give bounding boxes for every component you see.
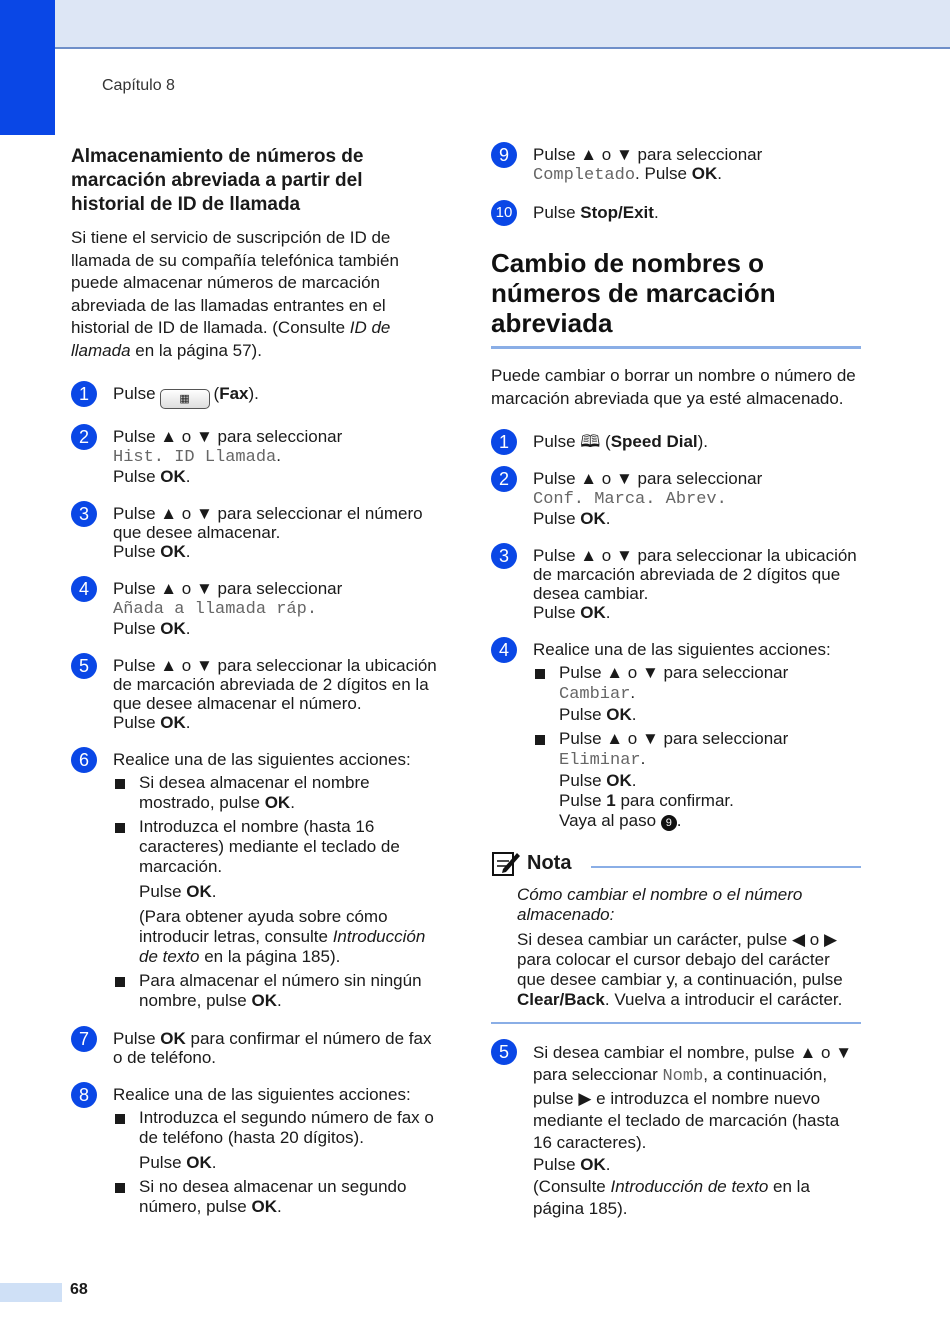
chapter-tab bbox=[0, 0, 55, 135]
header-band bbox=[0, 0, 950, 49]
page-number-bar bbox=[0, 1283, 62, 1302]
step-9: 9 Pulse ▲ o ▼ para seleccionar Completado. Pulse OK. bbox=[491, 145, 861, 185]
step-7: 7 Pulse OK para confirmar el número de fax o de teléfono. bbox=[71, 1029, 441, 1067]
page-number: 68 bbox=[70, 1281, 88, 1298]
step-9-reference-icon: 9 bbox=[661, 815, 677, 831]
step-3: 3 Pulse ▲ o ▼ para seleccionar el número que desee almacenar. Pulse OK. bbox=[71, 504, 441, 561]
list-item: Para almacenar el número sin ningún nombre, pulse OK. bbox=[113, 971, 441, 1011]
intro-paragraph: Puede cambiar o borrar un nombre o número de marcación abreviada que ya esté almacenado. bbox=[491, 366, 856, 408]
step-1: 1 Pulse 🕮 (Speed Dial). bbox=[491, 432, 861, 451]
section-title: Cambio de nombres o números de marcación abreviada bbox=[491, 248, 776, 338]
list-item: Introduzca el nombre (hasta 16 caracteres) mediante el teclado de marcación. Pulse OK. (Para obtener ayuda sobre cómo introducir letras, consulte Introducción de texto en la página 185). bbox=[113, 817, 441, 967]
note-pencil-icon bbox=[491, 849, 521, 877]
list-item: Si no desea almacenar un segundo número, pulse OK. bbox=[113, 1177, 441, 1217]
list-item: Si desea almacenar el nombre mostrado, pulse OK. bbox=[113, 773, 441, 813]
step-8: 8 Realice una de las siguientes acciones: Introduzca el segundo número de fax o de teléfono (hasta 20 dígitos). Pulse OK. Si no desea almacenar un segundo número, pulse OK. bbox=[71, 1085, 441, 1217]
step-4: 4 Realice una de las siguientes acciones: Pulse ▲ o ▼ para seleccionar Cambiar. Pulse OK. Pulse ▲ o ▼ para seleccionar Eliminar. Pulse OK. Pulse 1 para confirmar. Vaya al paso 9 . bbox=[491, 640, 861, 831]
step-4: 4 Pulse ▲ o ▼ para seleccionar Añada a llamada ráp. Pulse OK. bbox=[71, 579, 441, 638]
step-5: 5 Pulse ▲ o ▼ para seleccionar la ubicación de marcación abreviada de 2 dígitos en la que desee almacenar el número. Pulse OK. bbox=[71, 656, 441, 732]
intro-paragraph: Si tiene el servicio de suscripción de ID de llamada de su compañía telefónica también puede almacenar números de marcación abreviada de las llamadas entrantes en el historial de ID de llamada. (Consulte ID de llamada en la página 57). bbox=[71, 228, 399, 360]
note-box bbox=[491, 849, 861, 1024]
step-1: 1 Pulse ▦ (Fax). bbox=[71, 384, 441, 409]
left-column bbox=[71, 145, 441, 1235]
right-column bbox=[491, 145, 861, 1238]
step-2: 2 Pulse ▲ o ▼ para seleccionar Conf. Marca. Abrev. Pulse OK. bbox=[491, 469, 861, 528]
speed-dial-icon: 🕮 bbox=[580, 432, 601, 451]
note-title: Nota bbox=[527, 851, 572, 874]
step-2: 2 Pulse ▲ o ▼ para seleccionar Hist. ID Llamada. Pulse OK. bbox=[71, 427, 441, 486]
list-item: Pulse ▲ o ▼ para seleccionar Cambiar. Pulse OK. bbox=[533, 663, 861, 725]
step-number: 1 bbox=[71, 381, 97, 407]
step-5: 5 Si desea cambiar el nombre, pulse ▲ o ▼ para seleccionar Nomb, a continuación, pulse ▶ e introduzca el nombre nuevo mediante el teclado de marcación (hasta 16 caracteres). Pulse OK. (Consulte Introducción de texto en la página 185). bbox=[491, 1042, 861, 1220]
list-item: Introduzca el segundo número de fax o de teléfono (hasta 20 dígitos). Pulse OK. bbox=[113, 1108, 441, 1173]
section-heading: Almacenamiento de números de marcación abreviada a partir del historial de ID de llamada bbox=[71, 146, 364, 215]
step-6: 6 Realice una de las siguientes acciones: Si desea almacenar el nombre mostrado, pulse OK. Introduzca el nombre (hasta 16 caracteres) mediante el teclado de marcación. Pulse OK. (Para obtener ayuda sobre cómo introducir letras, consulte Introducción de texto en la página 185). Para almacenar el número sin ningún nombre, pulse OK. bbox=[71, 750, 441, 1011]
note-body: Cómo cambiar el nombre o el número almacenado: Si desea cambiar un carácter, pulse ◀ o ▶ para colocar el cursor debajo del carácter que desee cambiar y, a continuación, pulse Clear/Back. Vuelva a introducir el carácter. bbox=[517, 885, 843, 1009]
chapter-label: Capítulo 8 bbox=[102, 77, 175, 94]
step-10: 10 Pulse Stop/Exit. bbox=[491, 203, 861, 222]
title-rule bbox=[491, 346, 861, 349]
step-3: 3 Pulse ▲ o ▼ para seleccionar la ubicación de marcación abreviada de 2 dígitos que desea cambiar. Pulse OK. bbox=[491, 546, 861, 622]
list-item: Pulse ▲ o ▼ para seleccionar Eliminar. Pulse OK. Pulse 1 para confirmar. Vaya al paso 9 . bbox=[533, 729, 861, 831]
fax-key-icon: ▦ bbox=[160, 389, 210, 409]
